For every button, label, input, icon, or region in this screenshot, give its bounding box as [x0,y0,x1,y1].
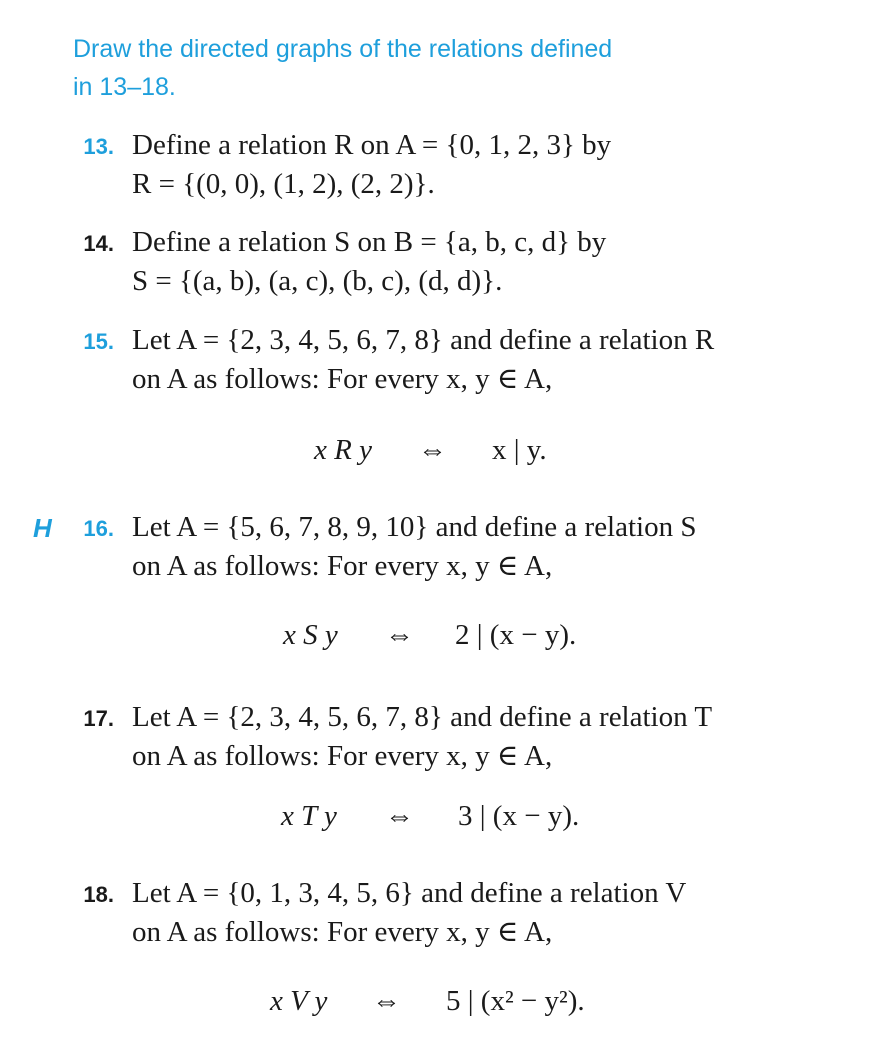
iff-symbol: ⇔ [385,800,414,832]
relation-lhs: x R y [314,434,372,466]
problem-number: 18. [83,882,114,907]
iff-symbol: ⇔ [385,619,414,651]
heading-line-2: in 13–18. [73,73,176,101]
problem-number: 17. [83,706,114,731]
problem-statement-line-1: Let A = {5, 6, 7, 8, 9, 10} and define a relation S [132,511,697,543]
problem-statement-line-1: Define a relation S on B = {a, b, c, d} by [132,226,607,258]
problem-statement-line-2: on A as follows: For every x, y ∈ A, [132,740,553,772]
problem-number: 14. [83,231,114,256]
iff-symbol: ⇔ [372,985,401,1017]
relation-rhs: 3 | (x − y). [458,800,580,832]
problem-statement-line-1: Let A = {2, 3, 4, 5, 6, 7, 8} and define a relation R [132,324,715,356]
relation-rhs: 2 | (x − y). [455,619,577,651]
problem-statement-line-2: R = {(0, 0), (1, 2), (2, 2)}. [132,168,435,200]
problem-statement-line-1: Define a relation R on A = {0, 1, 2, 3} by [132,129,612,161]
relation-rhs: x | y. [492,434,547,466]
problem-statement-line-1: Let A = {0, 1, 3, 4, 5, 6} and define a relation V [132,877,687,909]
iff-symbol: ⇔ [418,434,447,466]
problem-number: 15. [83,329,114,354]
problem-statement-line-2: on A as follows: For every x, y ∈ A, [132,550,553,582]
problem-statement-line-2: S = {(a, b), (a, c), (b, c), (d, d)}. [132,265,503,297]
relation-lhs: x V y [270,985,328,1017]
problem-number: 16. [83,516,114,541]
relation-rhs: 5 | (x² − y²). [446,985,585,1017]
problem-statement-line-2: on A as follows: For every x, y ∈ A, [132,363,553,395]
hint-marker: H [33,513,52,543]
problem-statement-line-1: Let A = {2, 3, 4, 5, 6, 7, 8} and define a relation T [132,701,713,733]
problem-statement-line-2: on A as follows: For every x, y ∈ A, [132,916,553,948]
problem-number: 13. [83,134,114,159]
relation-lhs: x T y [281,800,337,832]
relation-lhs: x S y [283,619,338,651]
section-heading [73,30,793,106]
heading-line-1: Draw the directed graphs of the relations defined [73,35,613,63]
